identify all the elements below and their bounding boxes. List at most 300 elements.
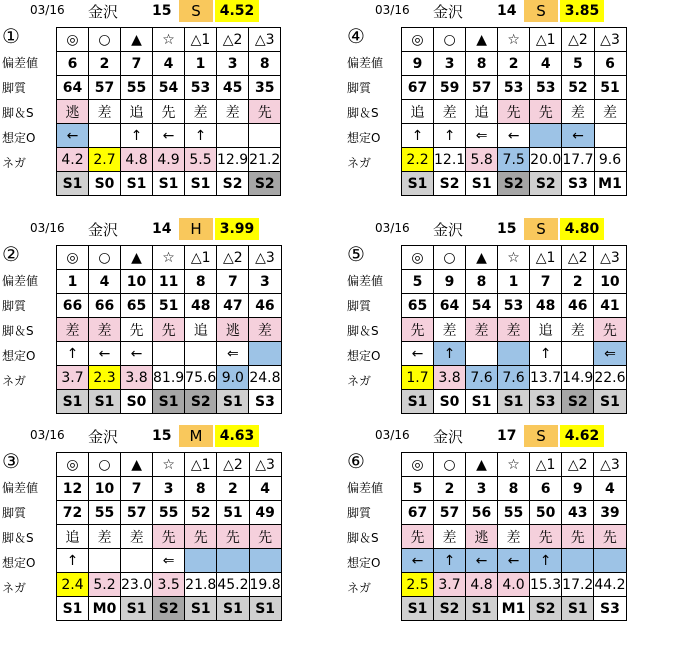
grid-row-odds — [402, 148, 627, 172]
cell-arrow — [89, 549, 121, 573]
race-venue: 金沢 — [433, 221, 464, 239]
cell-dev: 48 — [530, 294, 562, 318]
cell-odds: 14.9 — [562, 366, 594, 390]
cell-odds: 45.2 — [217, 573, 249, 597]
cell-odds: 17.7 — [562, 148, 594, 172]
cell-nums: 2 — [562, 270, 594, 294]
cell-style: 差 — [466, 318, 498, 342]
cell-nega: S1 — [185, 597, 217, 621]
cell-style: 先 — [121, 318, 153, 342]
cell-arrow: ← — [562, 124, 594, 148]
cell-dev: 52 — [562, 76, 594, 100]
race-header — [345, 218, 675, 240]
cell-style: 先 — [562, 525, 594, 549]
cell-odds: 9.6 — [594, 148, 626, 172]
grid-row-arrow — [57, 342, 282, 366]
cell-style: 先 — [153, 525, 185, 549]
cell-style: 先 — [530, 525, 562, 549]
row-label: 脚＆S — [347, 531, 379, 545]
cell-nums: 2 — [498, 52, 530, 76]
cell-marks: △1 — [530, 28, 562, 52]
cell-dev: 57 — [121, 501, 153, 525]
row-labels — [0, 269, 56, 394]
grid-row-nega — [402, 390, 627, 414]
cell-dev: 53 — [498, 294, 530, 318]
cell-nega: S2 — [434, 597, 466, 621]
cell-arrow: ↑ — [434, 342, 466, 366]
cell-dev: 65 — [121, 294, 153, 318]
cell-marks: ○ — [89, 246, 121, 270]
grid-row-dev — [402, 501, 627, 525]
row-label: 偏差値 — [2, 56, 39, 70]
cell-odds: 2.2 — [402, 148, 434, 172]
cell-odds: 9.0 — [217, 366, 249, 390]
cell-arrow: ⇐ — [217, 342, 249, 366]
row-label: 偏差値 — [2, 481, 39, 495]
cell-nega: S2 — [185, 390, 217, 414]
cell-style: 差 — [89, 100, 121, 124]
race-score: 4.80 — [560, 218, 604, 240]
cell-arrow: ↑ — [57, 342, 89, 366]
cell-arrow: ↑ — [434, 549, 466, 573]
grid-row-nega — [57, 172, 281, 196]
cell-marks: ○ — [434, 246, 466, 270]
race-panel — [0, 218, 330, 428]
cell-nega: S2 — [530, 597, 562, 621]
race-header — [0, 218, 330, 240]
cell-arrow: ← — [498, 124, 530, 148]
cell-nega: S0 — [89, 172, 121, 196]
cell-nums: 12 — [57, 477, 89, 501]
cell-style: 差 — [562, 318, 594, 342]
row-label: ネガ — [347, 581, 372, 595]
grid-row-odds — [57, 148, 281, 172]
cell-marks: ☆ — [498, 246, 530, 270]
cell-odds: 4.2 — [57, 148, 89, 172]
row-label: 脚質 — [2, 299, 27, 313]
cell-nega: S2 — [153, 597, 185, 621]
grid-row-arrow — [402, 549, 627, 573]
race-count: 15 — [497, 221, 517, 237]
cell-marks: ◎ — [57, 453, 89, 477]
cell-style: 差 — [121, 525, 153, 549]
cell-style: 差 — [185, 100, 217, 124]
cell-dev: 67 — [402, 76, 434, 100]
cell-dev: 50 — [530, 501, 562, 525]
cell-nums: 4 — [249, 477, 281, 501]
cell-arrow: ↑ — [434, 124, 466, 148]
cell-nega: S1 — [402, 172, 434, 196]
race-index: ④ — [347, 24, 365, 48]
cell-style: 先 — [217, 525, 249, 549]
race-date: 03/16 — [30, 3, 65, 17]
cell-dev: 54 — [466, 294, 498, 318]
cell-marks: ○ — [89, 453, 121, 477]
grid-row-marks — [402, 453, 627, 477]
cell-nums: 11 — [153, 270, 185, 294]
cell-arrow: ← — [89, 342, 121, 366]
cell-arrow: ⇐ — [594, 342, 626, 366]
cell-nums: 8 — [185, 270, 217, 294]
cell-style: 逃 — [217, 318, 249, 342]
cell-style: 差 — [249, 318, 281, 342]
cell-style: 差 — [434, 318, 466, 342]
race-grade: S — [524, 0, 558, 22]
cell-odds: 2.7 — [89, 148, 121, 172]
grid-row-nums — [57, 52, 281, 76]
cell-nums: 2 — [217, 477, 249, 501]
grid-row-arrow — [402, 124, 627, 148]
cell-dev: 52 — [185, 501, 217, 525]
cell-dev: 53 — [530, 76, 562, 100]
cell-odds: 22.6 — [594, 366, 626, 390]
race-count: 14 — [497, 3, 517, 19]
cell-nums: 3 — [466, 477, 498, 501]
cell-dev: 53 — [498, 76, 530, 100]
cell-nums: 5 — [402, 270, 434, 294]
cell-nums: 8 — [185, 477, 217, 501]
race-score: 3.85 — [560, 0, 604, 22]
grid-row-nums — [402, 270, 627, 294]
cell-nega: S2 — [434, 172, 466, 196]
row-label: 脚質 — [347, 299, 372, 313]
row-label: 脚＆S — [2, 324, 34, 338]
cell-dev: 41 — [594, 294, 626, 318]
cell-nega: M1 — [594, 172, 626, 196]
cell-dev: 55 — [89, 501, 121, 525]
cell-arrow — [89, 124, 121, 148]
cell-marks: △2 — [217, 453, 249, 477]
cell-nums: 7 — [530, 270, 562, 294]
row-label: ネガ — [347, 156, 372, 170]
cell-dev: 67 — [402, 501, 434, 525]
cell-style: 差 — [594, 100, 626, 124]
cell-dev: 57 — [89, 76, 121, 100]
race-panel — [345, 218, 675, 428]
cell-nega: S1 — [57, 172, 89, 196]
cell-dev: 43 — [562, 501, 594, 525]
race-score: 4.62 — [560, 425, 604, 447]
race-venue: 金沢 — [433, 428, 464, 446]
cell-odds: 2.5 — [402, 573, 434, 597]
cell-nega: S1 — [217, 597, 249, 621]
cell-arrow: ↑ — [402, 124, 434, 148]
cell-arrow: ↑ — [530, 549, 562, 573]
cell-nega: S1 — [57, 597, 89, 621]
cell-odds: 2.4 — [57, 573, 89, 597]
cell-odds: 5.8 — [466, 148, 498, 172]
cell-arrow — [562, 342, 594, 366]
cell-style: 差 — [434, 525, 466, 549]
cell-dev: 65 — [402, 294, 434, 318]
cell-arrow — [153, 342, 185, 366]
cell-odds: 7.6 — [466, 366, 498, 390]
cell-odds: 7.6 — [498, 366, 530, 390]
cell-nega: S1 — [466, 172, 498, 196]
row-label: 脚＆S — [347, 106, 379, 120]
race-date: 03/16 — [375, 221, 410, 235]
cell-style: 先 — [530, 100, 562, 124]
row-label: 脚質 — [347, 506, 372, 520]
cell-arrow — [562, 549, 594, 573]
cell-nega: S2 — [562, 390, 594, 414]
row-labels — [0, 476, 56, 601]
row-label: ネガ — [2, 156, 27, 170]
race-count: 14 — [152, 221, 172, 237]
race-grid — [401, 452, 627, 621]
row-label: 脚＆S — [2, 531, 34, 545]
cell-odds: 3.7 — [57, 366, 89, 390]
cell-arrow: ↑ — [121, 124, 153, 148]
cell-marks: △3 — [249, 453, 281, 477]
grid-row-nega — [57, 390, 282, 414]
grid-row-odds — [57, 573, 282, 597]
grid-row-style — [402, 100, 627, 124]
race-panel — [0, 0, 330, 210]
row-label: 偏差値 — [347, 56, 384, 70]
race-grade: M — [179, 425, 213, 447]
cell-style: 逃 — [466, 525, 498, 549]
cell-arrow — [594, 124, 626, 148]
cell-nums: 3 — [217, 52, 249, 76]
cell-nega: S2 — [249, 172, 281, 196]
cell-marks: ▲ — [121, 246, 153, 270]
cell-nega: S1 — [121, 597, 153, 621]
grid-row-arrow — [57, 124, 281, 148]
race-grade: S — [524, 218, 558, 240]
race-grade: S — [524, 425, 558, 447]
grid-row-odds — [402, 366, 627, 390]
cell-nega: S1 — [249, 597, 281, 621]
cell-marks: ◎ — [402, 453, 434, 477]
grid-row-marks — [402, 28, 627, 52]
race-count: 17 — [497, 428, 517, 444]
cell-dev: 35 — [249, 76, 281, 100]
cell-nums: 1 — [498, 270, 530, 294]
cell-marks: △1 — [185, 28, 217, 52]
cell-nums: 10 — [89, 477, 121, 501]
cell-nega: S1 — [153, 390, 185, 414]
cell-nega: S1 — [402, 390, 434, 414]
cell-marks: ☆ — [153, 28, 185, 52]
cell-style: 先 — [153, 100, 185, 124]
cell-arrow — [466, 342, 498, 366]
race-grade: H — [179, 218, 213, 240]
cell-style: 先 — [498, 100, 530, 124]
race-panel — [345, 0, 675, 210]
cell-dev: 59 — [434, 76, 466, 100]
cell-nums: 8 — [249, 52, 281, 76]
race-panel — [0, 425, 330, 635]
cell-marks: ▲ — [466, 246, 498, 270]
cell-odds: 81.9 — [153, 366, 185, 390]
race-date: 03/16 — [30, 428, 65, 442]
cell-arrow — [249, 549, 281, 573]
race-header — [0, 425, 330, 447]
cell-nums: 3 — [249, 270, 281, 294]
race-index: ② — [2, 242, 20, 266]
cell-marks: △2 — [217, 246, 249, 270]
grid-row-arrow — [57, 549, 282, 573]
race-venue: 金沢 — [433, 3, 464, 21]
cell-odds: 17.2 — [562, 573, 594, 597]
cell-style: 追 — [185, 318, 217, 342]
cell-marks: ▲ — [466, 453, 498, 477]
grid-row-dev — [57, 294, 282, 318]
grid-row-marks — [57, 28, 281, 52]
cell-arrow: ⇐ — [466, 124, 498, 148]
cell-nega: S1 — [217, 390, 249, 414]
cell-nega: S1 — [89, 390, 121, 414]
cell-nums: 10 — [594, 270, 626, 294]
race-index: ① — [2, 24, 20, 48]
cell-odds: 15.3 — [530, 573, 562, 597]
cell-dev: 57 — [466, 76, 498, 100]
cell-nums: 2 — [89, 52, 121, 76]
cell-style: 先 — [185, 525, 217, 549]
cell-style: 逃 — [57, 100, 89, 124]
cell-style: 先 — [153, 318, 185, 342]
cell-nega: S3 — [594, 597, 626, 621]
cell-marks: △3 — [594, 453, 626, 477]
race-count: 15 — [152, 3, 172, 19]
race-grid — [56, 245, 282, 414]
cell-arrow: ↑ — [530, 342, 562, 366]
cell-odds: 20.0 — [530, 148, 562, 172]
cell-marks: △3 — [594, 28, 626, 52]
grid-row-nega — [57, 597, 282, 621]
race-index: ⑥ — [347, 449, 365, 473]
cell-odds: 3.8 — [434, 366, 466, 390]
cell-dev: 51 — [153, 294, 185, 318]
cell-arrow — [217, 124, 249, 148]
cell-odds: 7.5 — [498, 148, 530, 172]
cell-nums: 7 — [121, 477, 153, 501]
cell-nega: S1 — [57, 390, 89, 414]
cell-odds: 75.6 — [185, 366, 217, 390]
cell-dev: 66 — [89, 294, 121, 318]
cell-marks: △3 — [249, 28, 281, 52]
cell-dev: 66 — [57, 294, 89, 318]
row-labels — [345, 476, 401, 601]
grid-row-style — [402, 525, 627, 549]
cell-marks: ▲ — [121, 28, 153, 52]
cell-arrow — [530, 124, 562, 148]
race-grid — [56, 452, 282, 621]
cell-nega: S1 — [466, 390, 498, 414]
cell-marks: ☆ — [153, 453, 185, 477]
row-label: 想定O — [347, 556, 381, 570]
cell-marks: △1 — [185, 246, 217, 270]
grid-row-dev — [57, 76, 281, 100]
cell-nums: 6 — [594, 52, 626, 76]
cell-marks: ○ — [434, 28, 466, 52]
race-header — [345, 0, 675, 22]
race-venue: 金沢 — [88, 3, 119, 21]
race-grid — [56, 27, 281, 196]
cell-arrow: ← — [402, 342, 434, 366]
grid-row-nums — [57, 477, 282, 501]
cell-nega: S3 — [530, 390, 562, 414]
row-labels — [345, 269, 401, 394]
cell-arrow — [185, 342, 217, 366]
cell-style: 差 — [89, 318, 121, 342]
cell-style: 追 — [466, 100, 498, 124]
cell-nega: S1 — [594, 390, 626, 414]
cell-marks: ◎ — [402, 246, 434, 270]
cell-nums: 8 — [466, 52, 498, 76]
race-venue: 金沢 — [88, 428, 119, 446]
cell-nums: 8 — [498, 477, 530, 501]
grid-row-nums — [402, 52, 627, 76]
cell-odds: 5.2 — [89, 573, 121, 597]
cell-nega: S2 — [530, 172, 562, 196]
cell-nums: 3 — [434, 52, 466, 76]
race-date: 03/16 — [30, 221, 65, 235]
cell-style: 追 — [121, 100, 153, 124]
cell-nums: 9 — [402, 52, 434, 76]
cell-nums: 4 — [530, 52, 562, 76]
cell-nums: 7 — [217, 270, 249, 294]
cell-dev: 57 — [434, 501, 466, 525]
grid-row-nega — [402, 597, 627, 621]
grid-row-arrow — [402, 342, 627, 366]
cell-arrow: ⇐ — [153, 549, 185, 573]
cell-odds: 21.8 — [185, 573, 217, 597]
cell-odds: 3.7 — [434, 573, 466, 597]
cell-nums: 8 — [466, 270, 498, 294]
cell-odds: 2.3 — [89, 366, 121, 390]
row-label: 偏差値 — [347, 274, 384, 288]
cell-arrow: ← — [57, 124, 89, 148]
cell-marks: ◎ — [57, 28, 89, 52]
cell-nega: S1 — [466, 597, 498, 621]
cell-marks: △1 — [530, 246, 562, 270]
cell-style: 追 — [57, 525, 89, 549]
race-grid — [401, 27, 627, 196]
cell-nums: 7 — [121, 52, 153, 76]
row-label: 想定O — [2, 349, 36, 363]
cell-marks: ◎ — [57, 246, 89, 270]
cell-dev: 72 — [57, 501, 89, 525]
cell-nums: 1 — [185, 52, 217, 76]
cell-odds: 4.8 — [466, 573, 498, 597]
cell-nums: 5 — [562, 52, 594, 76]
cell-marks: △2 — [217, 28, 249, 52]
cell-nega: S1 — [402, 597, 434, 621]
race-date: 03/16 — [375, 3, 410, 17]
cell-nega: S1 — [562, 597, 594, 621]
cell-style: 差 — [498, 525, 530, 549]
cell-marks: △1 — [530, 453, 562, 477]
cell-arrow: ↑ — [57, 549, 89, 573]
cell-odds: 5.5 — [185, 148, 217, 172]
row-label: 想定O — [347, 131, 381, 145]
cell-nums: 6 — [57, 52, 89, 76]
cell-marks: ○ — [89, 28, 121, 52]
cell-style: 追 — [530, 318, 562, 342]
row-label: 脚＆S — [2, 106, 34, 120]
cell-marks: ☆ — [498, 28, 530, 52]
race-score: 4.52 — [215, 0, 259, 22]
cell-nums: 2 — [434, 477, 466, 501]
cell-dev: 55 — [498, 501, 530, 525]
race-date: 03/16 — [375, 428, 410, 442]
cell-nums: 9 — [434, 270, 466, 294]
cell-nega: S1 — [121, 172, 153, 196]
grid-row-dev — [402, 76, 627, 100]
row-label: 脚＆S — [347, 324, 379, 338]
